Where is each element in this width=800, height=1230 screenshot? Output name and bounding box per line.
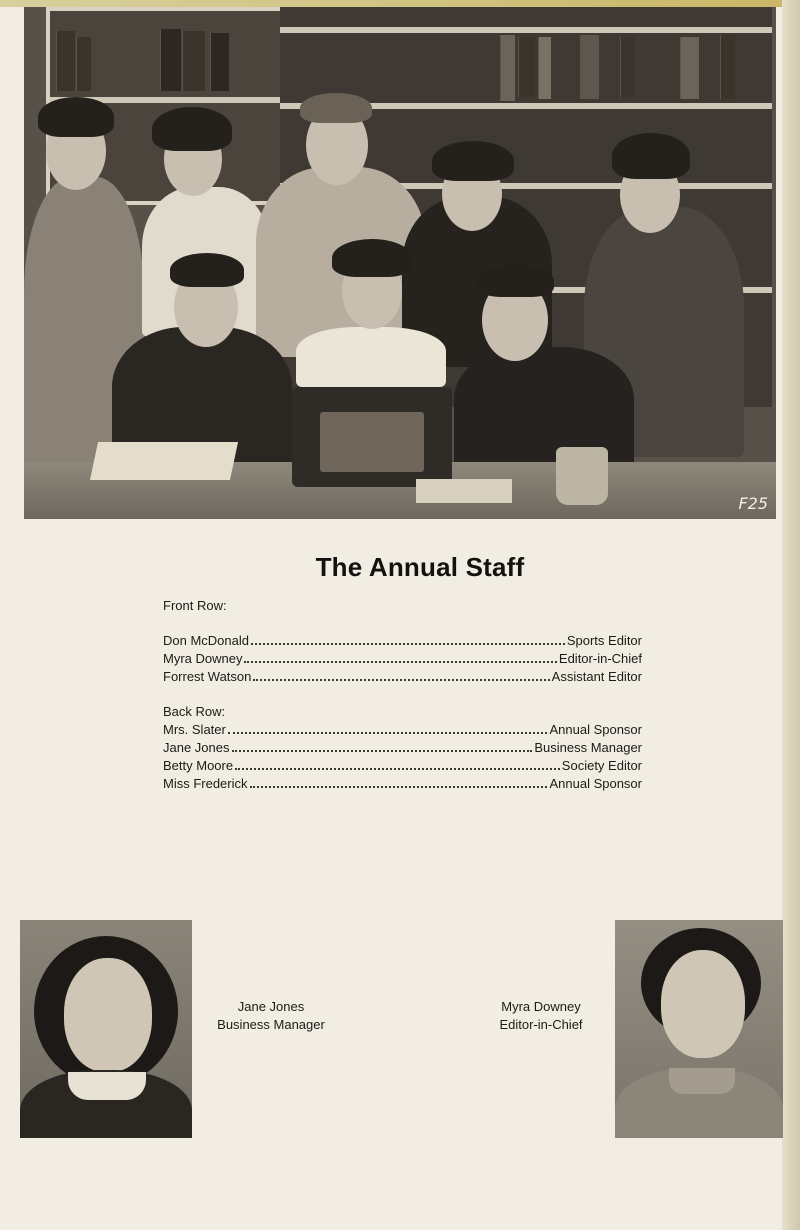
dot-leader [251,632,565,645]
paper-stack [416,479,512,503]
typewriter-front-panel [320,412,424,472]
roster-entry [163,668,642,685]
roster-name: Jane Jones [163,740,230,755]
roster-name: Betty Moore [163,758,234,773]
dot-leader [235,757,560,770]
roster-entry [163,739,642,756]
caption-name: Myra Downey [501,999,581,1014]
page-right-edge [782,0,800,1230]
typewriter [292,387,452,487]
roster-entry [163,721,642,738]
dot-leader [250,775,548,788]
caption-title: Business Manager [217,1017,325,1032]
portrait-myra-downey [615,920,783,1138]
roster-entry [163,650,642,667]
page-title: The Annual Staff [315,552,525,582]
roster-role: Business Manager [534,740,642,755]
roster-name: Don McDonald [163,633,249,648]
photo-code: F25 [738,494,768,513]
person-myra-downey [296,327,446,387]
dot-leader [253,668,549,681]
group-photo [24,7,776,519]
roster-entry [163,757,642,774]
open-book [90,442,238,480]
roster-role: Annual Sponsor [549,776,642,791]
roster-name: Mrs. Slater [163,722,226,737]
roster-name: Myra Downey [163,651,243,666]
caption-name: Jane Jones [237,999,305,1014]
roster-name: Miss Frederick [163,776,248,791]
roster-role: Society Editor [561,758,642,773]
portrait-jane-jones [20,920,192,1138]
back-row-label: Back Row: [163,704,226,719]
dot-leader [232,739,533,752]
roster-role: Annual Sponsor [549,722,642,737]
dot-leader [228,721,548,734]
portrait-caption-myra-downey [466,998,616,1034]
dot-leader [244,650,556,663]
roster-entry [163,632,642,649]
roster-role: Sports Editor [566,633,642,648]
roster-name: Forrest Watson [163,669,252,684]
roster-entry [163,775,642,792]
portrait-caption-jane-jones [196,998,346,1034]
front-row-label: Front Row: [163,598,227,613]
roster-role: Editor-in-Chief [558,651,642,666]
roster-role: Assistant Editor [551,669,642,684]
page-top-edge [0,0,800,7]
potted-plant [556,447,608,505]
caption-title: Editor-in-Chief [499,1017,583,1032]
